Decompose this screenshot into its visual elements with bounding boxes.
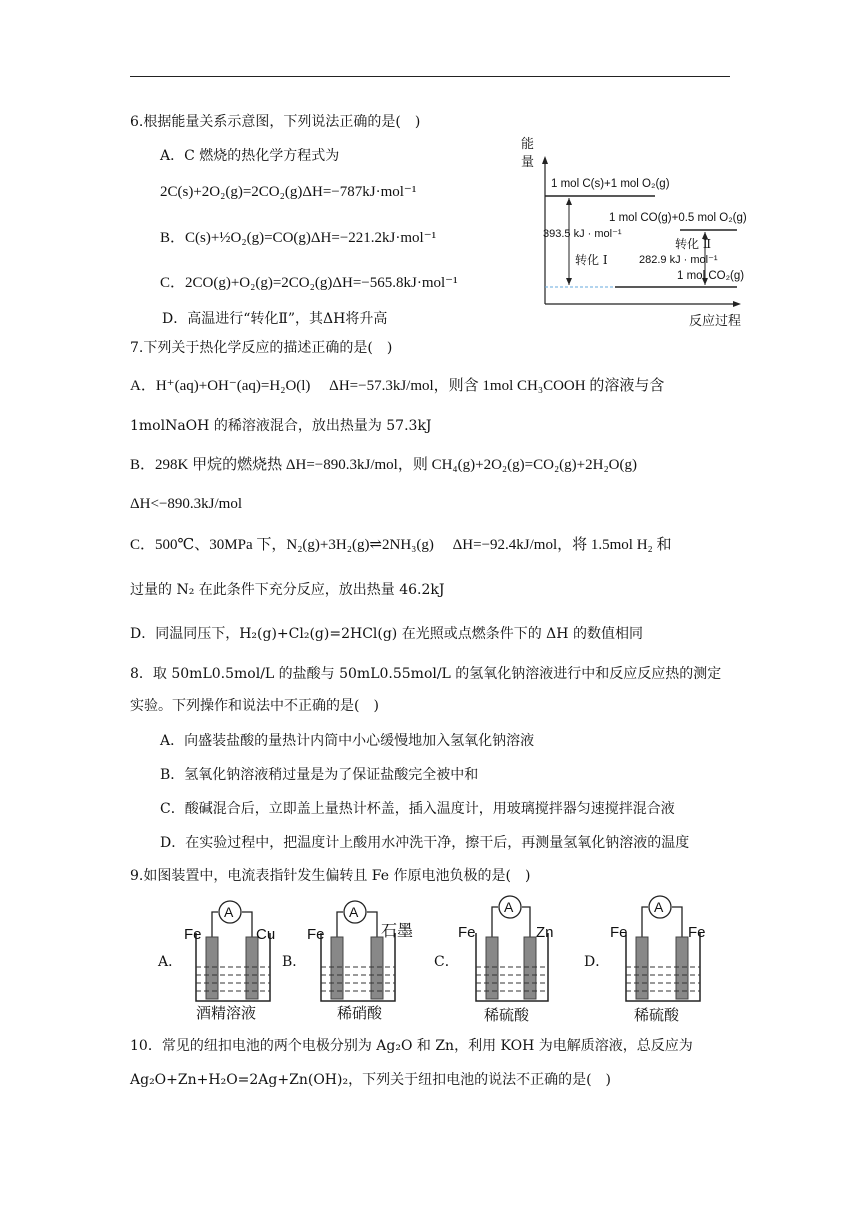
q7-option-b-line2: ΔH<−890.3kJ/mol: [130, 496, 242, 512]
right-electrode-label: 石墨: [381, 921, 414, 940]
q8-option-d: D．在实验过程中，把温度计上酸用水冲洗干净，擦干后，再测量氢氧化钠溶液的温度: [160, 835, 690, 851]
q6-option-c: C．2CO(g)+O₂(g)=2CO₂(g)ΔH=−565.8kJ·mol⁻¹: [160, 275, 458, 291]
left-electrode-label: Fe: [184, 926, 202, 943]
ammeter-symbol: A: [504, 899, 514, 915]
ammeter-symbol: A: [349, 904, 359, 920]
solution-label: 稀硫酸: [634, 1006, 680, 1024]
q7-option-d: D．同温同压下，H₂(g)+Cl₂(g)=2HCl(g) 在光照或点燃条件下的 ΔH 的数值相同: [130, 626, 643, 642]
ammeter-symbol: A: [224, 904, 234, 920]
energy-conversion-1: 转化 Ⅰ: [575, 253, 608, 267]
header-rule: [130, 76, 730, 77]
q9-stem: 9.如图装置中，电流表指针发生偏转且 Fe 作原电池负极的是( ): [130, 868, 531, 884]
energy-conversion-2: 转化 Ⅱ: [675, 237, 711, 251]
galvanic-cell-a: [180, 895, 320, 1030]
left-electrode-label: Fe: [458, 924, 476, 941]
q8-stem-line1: 8．取 50mL0.5mol/L 的盐酸与 50mL0.55mol/L 的氢氧化钠溶液进行中和反应反应热的测定: [130, 666, 722, 682]
galvanic-cell-d: [606, 895, 746, 1030]
energy-level2-label: 1 mol CO(g)+0.5 mol O₂(g): [609, 212, 747, 224]
q8-option-a: A．向盛装盐酸的量热计内筒中小心缓慢地加入氢氧化钠溶液: [160, 733, 535, 749]
q9-option-a-label: A．: [158, 954, 183, 970]
q7-option-a-line2: 1molNaOH 的稀溶液混合，放出热量为 57.3kJ: [130, 418, 432, 434]
energy-value-2: 282.9 kJ · mol⁻¹: [639, 254, 718, 266]
q8-stem-line2: 实验。下列操作和说法中不正确的是( ): [130, 698, 379, 714]
energy-level1-label: 1 mol C(s)+1 mol O₂(g): [551, 178, 670, 190]
q6-option-b: B．C(s)+½O₂(g)=CO(g)ΔH=−221.2kJ·mol⁻¹: [160, 230, 437, 246]
left-electrode-label: Fe: [610, 924, 628, 941]
q6-option-a-intro: A．C 燃烧的热化学方程式为: [160, 148, 340, 164]
q7-stem: 7.下列关于热化学反应的描述正确的是( ): [130, 340, 393, 356]
q10-stem-line1: 10．常见的纽扣电池的两个电极分别为 Ag₂O 和 Zn，利用 KOH 为电解质溶液，总反应为: [130, 1038, 693, 1054]
q7-option-c-line1: C．500℃、30MPa 下，N₂(g)+3H₂(g)⇌2NH₃(g) ΔH=−92.4kJ/mol，将 1.5mol H₂ 和: [130, 537, 672, 553]
right-electrode-label: Zn: [536, 924, 554, 941]
q8-option-c: C．酸碱混合后，立即盖上量热计杯盖，插入温度计，用玻璃搅拌器匀速搅拌混合液: [160, 801, 675, 817]
right-electrode-label: Cu: [256, 926, 276, 943]
energy-value-1: 393.5 kJ · mol⁻¹: [543, 228, 622, 240]
right-electrode-label: Fe: [688, 924, 706, 941]
solution-label: 稀硫酸: [484, 1006, 530, 1024]
q8-option-b: B．氢氧化钠溶液稍过量是为了保证盐酸完全被中和: [160, 767, 479, 783]
q7-option-a-line1: A．H⁺(aq)+OH⁻(aq)=H₂O(l) ΔH=−57.3kJ/mol，则含 1mol CH₃COOH 的溶液与含: [130, 378, 665, 394]
energy-diagram: [515, 132, 745, 337]
left-electrode-label: Fe: [307, 926, 325, 943]
q7-option-b-line1: B．298K 甲烷的燃烧热 ΔH=−890.3kJ/mol，则 CH₄(g)+2O₂(g)=CO₂(g)+2H₂O(g): [130, 457, 638, 473]
q9-option-d-label: D．: [584, 954, 610, 970]
solution-label: 稀硝酸: [337, 1004, 383, 1022]
energy-ylabel: 能量: [521, 137, 535, 170]
energy-level3-label: 1 mol CO₂(g): [677, 270, 745, 282]
q6-option-a-equation: 2C(s)+2O₂(g)=2CO₂(g)ΔH=−787kJ·mol⁻¹: [160, 184, 417, 200]
solution-label: 酒精溶液: [196, 1004, 257, 1022]
q7-option-c-line2: 过量的 N₂ 在此条件下充分反应，放出热量 46.2kJ: [130, 582, 445, 598]
galvanic-cell-c: [456, 895, 596, 1030]
q9-option-b-label: B．: [282, 954, 307, 970]
q6-option-d: D．高温进行“转化Ⅱ”，其ΔH将升高: [162, 311, 388, 327]
galvanic-cell-b: [303, 895, 443, 1030]
energy-xlabel: 反应过程: [689, 314, 742, 329]
q6-stem: 6.根据能量关系示意图，下列说法正确的是( ): [130, 114, 421, 130]
ammeter-symbol: A: [654, 899, 664, 915]
q10-stem-line2: Ag₂O+Zn+H₂O=2Ag+Zn(OH)₂，下列关于纽扣电池的说法不正确的是( ): [130, 1072, 611, 1088]
q9-option-c-label: C．: [434, 954, 459, 970]
